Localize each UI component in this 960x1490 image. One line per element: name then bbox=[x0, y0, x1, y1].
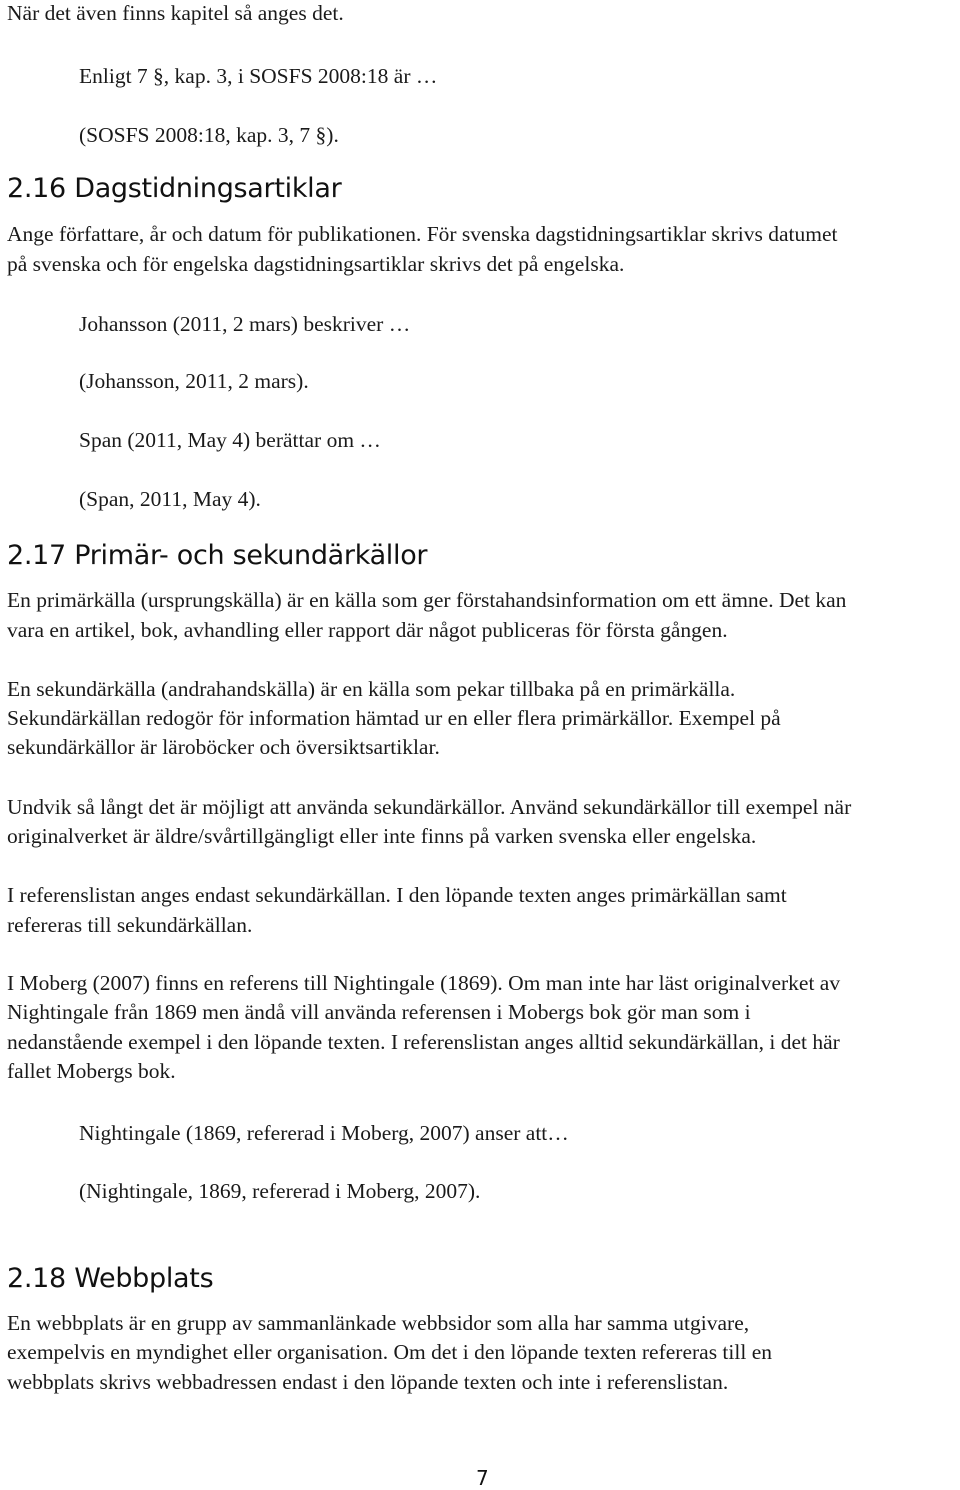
body-line: En primärkälla (ursprungskälla) är en källa som ger förstahandsinformation om ett ämne. Det kan bbox=[7, 588, 847, 612]
example-citation: Enligt 7 §, kap. 3, i SOSFS 2008:18 är … bbox=[79, 64, 438, 88]
example-citation: (Nightingale, 1869, refererad i Moberg, 2007). bbox=[79, 1179, 481, 1203]
body-line: exempelvis en myndighet eller organisation. Om det i den löpande texten refereras till en bbox=[7, 1340, 772, 1364]
body-line: nedanstående exempel i den löpande texten. I referenslistan anges alltid sekundärkällan, i det här bbox=[7, 1030, 840, 1054]
body-line: webbplats skrivs webbadressen endast i den löpande texten och inte i referenslistan. bbox=[7, 1370, 729, 1394]
body-line: Nightingale från 1869 men ändå vill använda referensen i Mobergs bok gör man som i bbox=[7, 1000, 751, 1024]
body-line: vara en artikel, bok, avhandling eller rapport där något publiceras för första gången. bbox=[7, 618, 728, 642]
example-citation: Johansson (2011, 2 mars) beskriver … bbox=[79, 312, 411, 336]
body-line: En sekundärkälla (andrahandskälla) är en källa som pekar tillbaka på en primärkälla. bbox=[7, 677, 736, 701]
body-line: När det även finns kapitel så anges det. bbox=[7, 1, 344, 25]
section-heading-2-16: 2.16 Dagstidningsartiklar bbox=[7, 173, 342, 204]
example-citation: Span (2011, May 4) berättar om … bbox=[79, 428, 381, 452]
body-line: Sekundärkällan redogör för information hämtad ur en eller flera primärkällor. Exempel på bbox=[7, 706, 781, 730]
body-line: fallet Mobergs bok. bbox=[7, 1059, 176, 1083]
body-line: Ange författare, år och datum för publikationen. För svenska dagstidningsartiklar skrivs datumet bbox=[7, 222, 838, 246]
body-line: Undvik så långt det är möjligt att använda sekundärkällor. Använd sekundärkällor till exempel när bbox=[7, 795, 852, 819]
section-heading-2-17: 2.17 Primär- och sekundärkällor bbox=[7, 540, 428, 571]
body-line: I referenslistan anges endast sekundärkällan. I den löpande texten anges primärkällan samt bbox=[7, 883, 787, 907]
section-heading-2-18: 2.18 Webbplats bbox=[7, 1263, 214, 1294]
body-line: En webbplats är en grupp av sammanlänkade webbsidor som alla har samma utgivare, bbox=[7, 1311, 750, 1335]
body-line: sekundärkällor är läroböcker och översiktsartiklar. bbox=[7, 735, 440, 759]
body-line: på svenska och för engelska dagstidningsartiklar skrivs det på engelska. bbox=[7, 252, 625, 276]
example-citation: (Johansson, 2011, 2 mars). bbox=[79, 369, 309, 393]
example-citation: (Span, 2011, May 4). bbox=[79, 487, 261, 511]
body-line: originalverket är äldre/svårtillgängligt eller inte finns på varken svenska eller engelska. bbox=[7, 824, 757, 848]
example-citation: (SOSFS 2008:18, kap. 3, 7 §). bbox=[79, 123, 339, 147]
body-line: refereras till sekundärkällan. bbox=[7, 913, 253, 937]
page-number: 7 bbox=[476, 1466, 489, 1490]
body-line: I Moberg (2007) finns en referens till Nightingale (1869). Om man inte har läst originalverket av bbox=[7, 971, 841, 995]
example-citation: Nightingale (1869, refererad i Moberg, 2007) anser att… bbox=[79, 1121, 569, 1145]
